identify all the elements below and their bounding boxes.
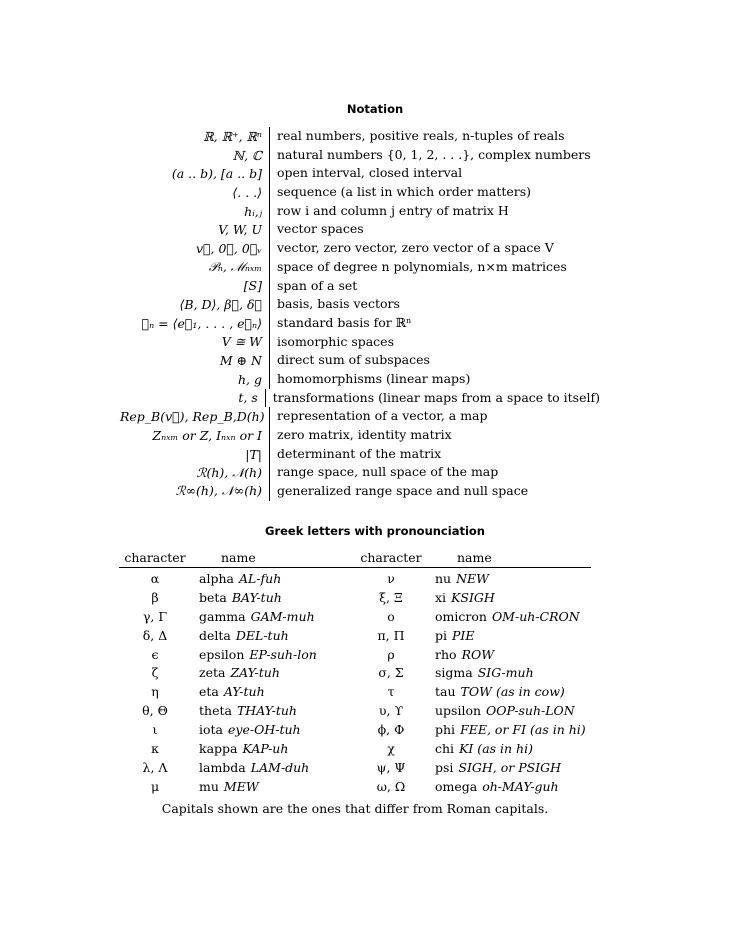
greek-character: o [387, 608, 395, 624]
greek-character: υ, ϒ [378, 703, 404, 719]
greek-character: β [151, 589, 159, 605]
greek-pronunciation: DEL-tuh [235, 627, 289, 643]
greek-letter-row [119, 683, 355, 702]
greek-letter-row [355, 778, 591, 797]
greek-pronunciation: SIG-muh [477, 665, 534, 681]
greek-letter-row [119, 627, 355, 646]
greek-letter-name: beta [199, 589, 227, 605]
greek-name-cell [191, 627, 289, 646]
greek-character: μ [150, 778, 160, 794]
greek-letter-name: mu [199, 778, 219, 794]
greek-name-cell [427, 627, 474, 646]
greek-letter-row [355, 570, 591, 589]
greek-name-cell [191, 702, 297, 721]
greek-letter-row [355, 759, 591, 778]
notation-symbol: V ≅ W [221, 334, 262, 350]
greek-letter-row [119, 570, 355, 589]
greek-letter-name: pi [435, 627, 447, 643]
greek-name-cell [191, 608, 315, 627]
greek-column-left [119, 570, 355, 797]
notation-symbol: ℝ, ℝ⁺, ℝⁿ [203, 128, 262, 144]
notation-row [120, 277, 600, 296]
greek-letter-row [119, 778, 355, 797]
notation-description: row i and column j entry of matrix H [269, 202, 509, 221]
greek-pronunciation: THAY-tuh [236, 703, 297, 719]
greek-name-cell [191, 721, 301, 740]
greek-name-cell [427, 702, 575, 721]
greek-pronunciation: oh-MAY-guh [482, 778, 559, 794]
greek-pronunciation: TOW (as in cow) [460, 684, 565, 700]
greek-character: σ, Σ [378, 665, 404, 681]
greek-letter-name: gamma [199, 608, 246, 624]
greek-character: ξ, Ξ [379, 589, 403, 605]
notation-symbol: hᵢ,ⱼ [244, 203, 262, 219]
greek-name-cell [191, 683, 265, 702]
notation-description: natural numbers {0, 1, 2, . . .}, complex numbers [269, 146, 591, 165]
notation-description: real numbers, positive reals, n-tuples of reals [269, 127, 565, 146]
greek-name-cell [427, 664, 534, 683]
greek-pronunciation: NEW [456, 571, 490, 586]
greek-pronunciation: GAM-muh [250, 608, 315, 624]
greek-letter-name: eta [199, 684, 219, 700]
greek-letter-name: psi [435, 759, 454, 775]
greek-letter-row [355, 608, 591, 627]
greek-name-cell [191, 740, 288, 759]
greek-pronunciation: ZAY-tuh [230, 665, 280, 681]
greek-name-cell [427, 589, 495, 608]
greek-pronunciation: EP-suh-lon [249, 646, 317, 662]
notation-symbol: ⟨B, D⟩, β⃗, δ⃗ [179, 297, 262, 313]
notation-symbol: V, W, U [218, 222, 262, 238]
greek-letter-name: rho [435, 646, 457, 662]
notation-description: range space, null space of the map [269, 463, 498, 482]
notation-symbol: M ⊕ N [219, 353, 262, 369]
notation-symbol: v⃗, 0⃗, 0⃗ᵥ [195, 240, 262, 256]
greek-name-cell [427, 683, 565, 702]
notation-description: sequence (a list in which order matters) [269, 183, 531, 202]
notation-description: homomorphisms (linear maps) [269, 370, 470, 389]
notation-row [120, 183, 600, 202]
greek-letter-row [355, 740, 591, 759]
notation-description: representation of a vector, a map [269, 407, 488, 426]
greek-name-cell [191, 778, 259, 797]
greek-letter-name: epsilon [199, 646, 245, 662]
greek-letter-row [355, 627, 591, 646]
notation-description: space of degree n polynomials, n×m matrices [269, 258, 567, 277]
greek-letter-name: chi [435, 741, 455, 757]
greek-character: ϵ [151, 646, 159, 662]
greek-table [119, 548, 591, 797]
greek-letter-row [355, 589, 591, 608]
greek-letter-row [355, 646, 591, 665]
greek-character: θ, Θ [142, 703, 168, 719]
greek-letter-name: upsilon [435, 703, 482, 719]
notation-symbol: Rep_B(v⃗), Rep_B,D(h) [120, 409, 265, 425]
greek-letter-row [119, 740, 355, 759]
greek-character: ψ, Ψ [376, 759, 406, 775]
notation-title: Notation [346, 102, 404, 116]
notation-row [120, 295, 600, 314]
notation-row [120, 314, 600, 333]
header-character-left: character [124, 550, 186, 565]
greek-character: α [150, 571, 160, 586]
greek-name-cell [427, 570, 489, 589]
notation-description: zero matrix, identity matrix [269, 426, 452, 445]
notation-description: span of a set [269, 277, 357, 296]
notation-row [120, 482, 600, 501]
greek-character: δ, Δ [142, 627, 168, 643]
greek-pronunciation: KSIGH [451, 589, 495, 605]
greek-letter-row [119, 608, 355, 627]
greek-character: π, Π [377, 627, 405, 643]
notation-row [120, 370, 600, 389]
notation-description: determinant of the matrix [269, 445, 441, 464]
greek-name-cell [427, 778, 559, 797]
greek-letter-name: omicron [435, 608, 487, 624]
greek-letter-name: tau [435, 684, 456, 700]
greek-pronunciation: PIE [452, 627, 475, 643]
greek-character: ω, Ω [376, 778, 406, 794]
notation-description: generalized range space and null space [269, 482, 528, 501]
notation-row [120, 426, 600, 445]
notation-row [120, 220, 600, 239]
notation-symbol: ℛ(h), 𝒩(h) [196, 464, 262, 480]
greek-name-cell [191, 664, 280, 683]
notation-row [120, 127, 600, 146]
greek-name-cell [427, 740, 533, 759]
notation-symbol: [S] [243, 278, 262, 294]
notation-symbol: |T| [245, 446, 262, 462]
greek-letter-row [355, 721, 591, 740]
notation-symbol: ℕ, ℂ [232, 147, 262, 163]
greek-pronunciation: AY-tuh [223, 684, 265, 700]
greek-character: ι [152, 722, 158, 738]
header-name-left: name [221, 550, 256, 565]
greek-pronunciation: FEE, or FI (as in hi) [460, 722, 586, 738]
greek-letter-name: omega [435, 778, 478, 794]
notation-description: open interval, closed interval [269, 164, 462, 183]
notation-symbol: ⟨. . .⟩ [232, 184, 262, 200]
greek-character: χ [387, 741, 395, 757]
greek-caption: Capitals shown are the ones that differ from Roman capitals. [161, 801, 549, 816]
notation-description: vector, zero vector, zero vector of a space V [269, 239, 554, 258]
greek-name-cell [191, 570, 281, 589]
greek-character: η [151, 684, 159, 700]
notation-description: standard basis for ℝⁿ [269, 314, 412, 333]
notation-symbol: Zₙₓₘ or Z, Iₙₓₙ or I [152, 427, 262, 443]
greek-character: κ [151, 741, 159, 757]
greek-letter-name: lambda [199, 759, 246, 775]
greek-name-cell [427, 721, 586, 740]
greek-pronunciation: eye-OH-tuh [228, 722, 301, 738]
greek-pronunciation: SIGH, or PSIGH [458, 759, 562, 775]
greek-letter-row [355, 683, 591, 702]
greek-pronunciation: BAY-tuh [231, 589, 282, 605]
notation-description: basis, basis vectors [269, 295, 400, 314]
greek-pronunciation: LAM-duh [250, 759, 310, 775]
notation-symbol: (a .. b), [a .. b] [171, 166, 262, 182]
greek-letter-row [119, 702, 355, 721]
notation-symbol: t, s [238, 390, 258, 406]
greek-letter-row [119, 646, 355, 665]
notation-row [120, 164, 600, 183]
notation-row [120, 258, 600, 277]
greek-pronunciation: KAP-uh [242, 741, 289, 757]
greek-letter-name: xi [435, 589, 447, 605]
greek-character: τ [387, 684, 395, 700]
greek-letter-name: zeta [199, 665, 226, 681]
greek-pronunciation: OM-uh-CRON [491, 608, 580, 624]
greek-letter-name: alpha [199, 571, 234, 586]
notation-symbol: h, g [238, 371, 262, 387]
notation-row [120, 202, 600, 221]
greek-letter-row [119, 664, 355, 683]
notation-row [120, 239, 600, 258]
greek-letter-row [119, 589, 355, 608]
greek-letter-name: delta [199, 627, 231, 643]
greek-character: λ, Λ [142, 759, 168, 775]
greek-name-cell [191, 589, 282, 608]
greek-letter-name: theta [199, 703, 232, 719]
header-character-right: character [360, 550, 422, 565]
greek-character: ν [387, 571, 395, 586]
notation-row [120, 407, 600, 426]
greek-character: ϕ, Φ [377, 722, 405, 738]
notation-symbol: ℰₙ = ⟨e⃗₁, . . . , e⃗ₙ⟩ [141, 315, 262, 331]
greek-letter-name: kappa [199, 741, 238, 757]
greek-name-cell [191, 646, 317, 665]
greek-table-header [119, 548, 591, 568]
notation-description: transformations (linear maps from a space to itself) [265, 389, 600, 408]
notation-symbol: ℛ∞(h), 𝒩∞(h) [175, 483, 262, 499]
greek-name-cell [427, 759, 561, 778]
notation-description: vector spaces [269, 220, 364, 239]
greek-pronunciation: AL-fuh [238, 571, 282, 586]
greek-name-cell [427, 646, 494, 665]
notation-row [120, 463, 600, 482]
greek-pronunciation: KI (as in hi) [459, 741, 533, 757]
greek-letter-name: sigma [435, 665, 473, 681]
greek-character: γ, Γ [142, 608, 168, 624]
notation-row [120, 351, 600, 370]
notation-row [120, 445, 600, 464]
greek-letter-row [119, 721, 355, 740]
notation-row [120, 146, 600, 165]
greek-title: Greek letters with pronounciation [265, 524, 485, 538]
greek-letter-row [355, 664, 591, 683]
greek-letter-name: nu [435, 571, 452, 586]
greek-character: ζ [151, 665, 159, 681]
greek-name-cell [427, 608, 580, 627]
notation-table [120, 127, 600, 501]
greek-character: ρ [387, 646, 395, 662]
notation-row [120, 389, 600, 408]
notation-description: isomorphic spaces [269, 333, 394, 352]
greek-letter-name: phi [435, 722, 456, 738]
greek-letter-row [119, 759, 355, 778]
notation-description: direct sum of subspaces [269, 351, 430, 370]
greek-letter-name: iota [199, 722, 223, 738]
notation-row [120, 333, 600, 352]
notation-symbol: 𝒫ₙ, ℳₙₓₘ [208, 259, 262, 275]
greek-name-cell [191, 759, 309, 778]
greek-column-right [355, 570, 591, 797]
greek-pronunciation: MEW [223, 778, 259, 794]
greek-letter-row [355, 702, 591, 721]
header-name-right: name [457, 550, 492, 565]
greek-pronunciation: OOP-suh-LON [486, 703, 575, 719]
greek-pronunciation: ROW [461, 646, 495, 662]
